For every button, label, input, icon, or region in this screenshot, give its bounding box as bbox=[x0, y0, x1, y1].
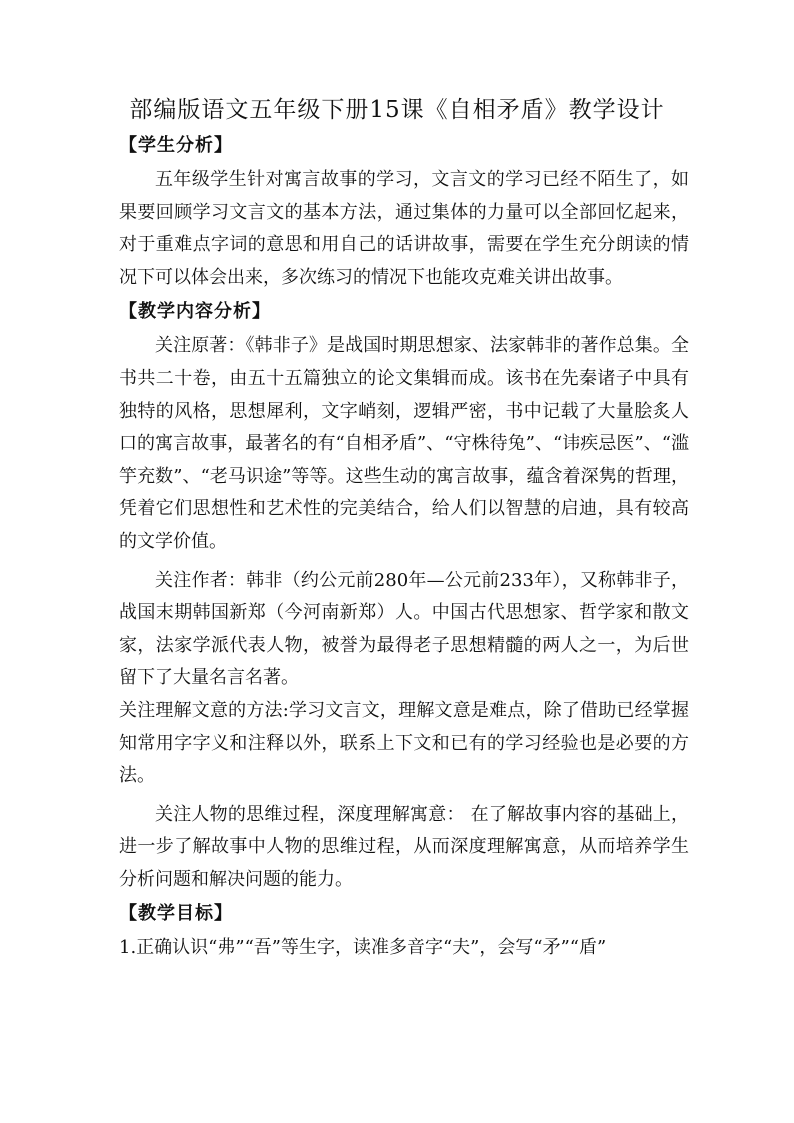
goal-item: 1.正确认识“弗”“吾”等生字，读准多音字“夫”，会写“矛”“盾” bbox=[119, 937, 607, 959]
section-heading-teaching-goals: 【教学目标】 bbox=[119, 903, 233, 925]
paragraph-understanding-method: 关注理解文意的方法:学习文言文，理解文意是难点，除了借助已经掌握知常用字字义和注释以外，联系上下文和已有的学习经验也是必要的方法。 bbox=[119, 699, 689, 787]
section-student-analysis bbox=[119, 128, 689, 294]
paragraph-student-analysis: 五年级学生针对寓言故事的学习，文言文的学习已经不陌生了，如果要回顾学习文言文的基本方法，通过集体的力量可以全部回忆起来，对于重难点字词的意思和用自己的话讲故事，需要在学生充分朗读的情况下可以体会出来，多次练习的情况下也能攻克难关讲出故事。 bbox=[119, 169, 689, 288]
section-heading-student-analysis: 【学生分析】 bbox=[119, 135, 233, 156]
document-body bbox=[119, 128, 689, 965]
paragraph-author: 关注作者：韩非（约公元前280年—公元前233年），又称韩非子，战国末期韩国新郑（今河南新郑）人。中国古代思想家、哲学家和散文家，法家学派代表人物，被誉为最得老子思想精髓的两人之一，为后世留下了大量名言名著。 bbox=[119, 569, 689, 689]
document-title: 部编版语文五年级下册15课《自相矛盾》教学设计 bbox=[129, 97, 665, 123]
section-content-analysis bbox=[119, 294, 689, 896]
section-heading-content-analysis: 【教学内容分析】 bbox=[119, 301, 271, 323]
paragraph-original-work: 关注原著：《韩非子》是战国时期思想家、法家韩非的著作总集。全书共二十卷，由五十五篇独立的论文集辑而成。该书在先秦诸子中具有独特的风格，思想犀利，文字峭刻，逻辑严密，书中记载了大量脍炙人口的寓言故事，最著名的有“自相矛盾”、“守株待兔”、“讳疾忌医”、“滥竽充数”、“老马识途”等等。这些生动的寓言故事，蕴含着深隽的哲理，凭着它们思想性和艺术性的完美结合，给人们以智慧的启迪，具有较高的文学价值。 bbox=[119, 335, 689, 552]
paragraph-character-thinking: 关注人物的思维过程，深度理解寓意： 在了解故事内容的基础上，进一步了解故事中人物的思维过程，从而深度理解寓意，从而培养学生分析问题和解决问题的能力。 bbox=[119, 803, 689, 890]
section-teaching-goals bbox=[119, 896, 689, 965]
